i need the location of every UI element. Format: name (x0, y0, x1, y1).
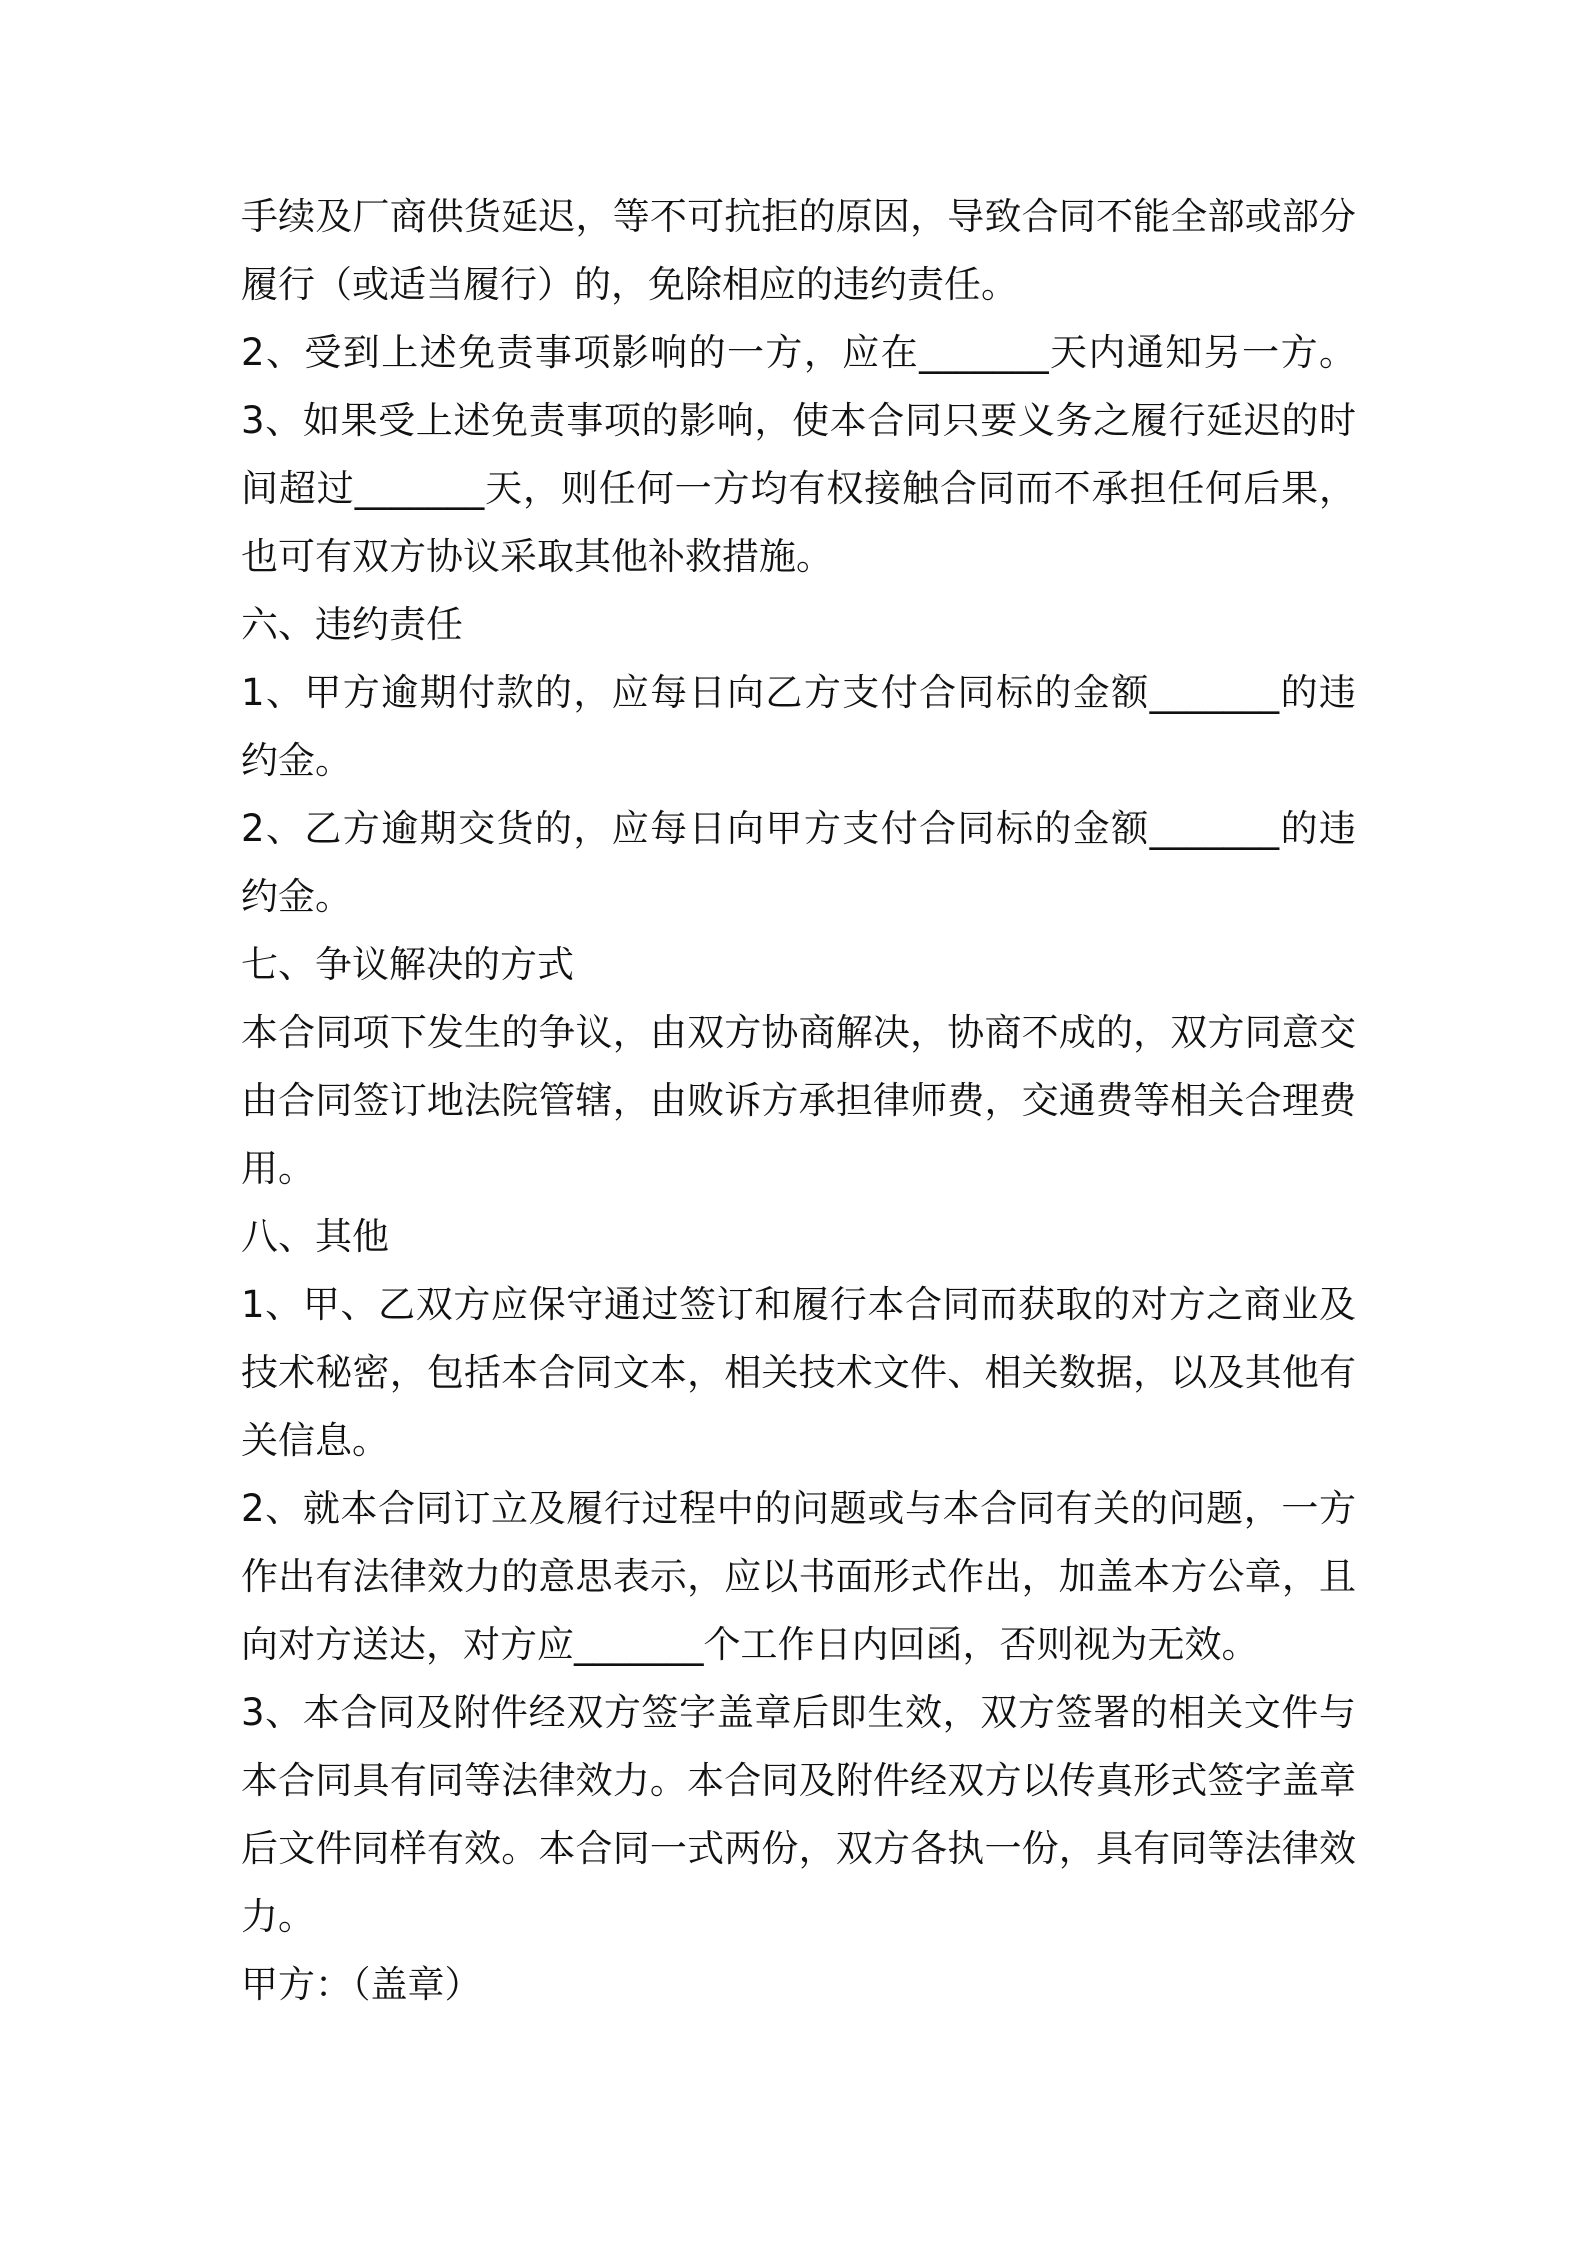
document-line: 用。 (241, 1147, 315, 1190)
document-line: 手续及厂商供货延迟，等不可抗拒的原因，导致合同不能全部或部分 (241, 195, 1356, 238)
document-line: 3、本合同及附件经双方签字盖章后即生效，双方签署的相关文件与 (241, 1691, 1356, 1734)
document-line: 关信息。 (241, 1419, 389, 1462)
document-body (241, 183, 1356, 2019)
document-line: 2、乙方逾期交货的，应每日向甲方支付合同标的金额_______的违 (241, 807, 1356, 850)
document-line: 八、其他 (241, 1215, 389, 1258)
document-line: 约金。 (241, 739, 352, 782)
document-line: 力。 (241, 1895, 315, 1938)
document-line: 2、受到上述免责事项影响的一方，应在_______天内通知另一方。 (241, 331, 1356, 374)
document-line: 3、如果受上述免责事项的影响，使本合同只要义务之履行延迟的时 (241, 399, 1356, 442)
document-line: 履行（或适当履行）的，免除相应的违约责任。 (241, 263, 1018, 306)
document-line: 间超过_______天，则任何一方均有权接触合同而不承担任何后果， (241, 467, 1356, 510)
document-line: 甲方：（盖章） (241, 1963, 482, 2006)
document-line: 七、争议解决的方式 (241, 943, 574, 986)
document-line: 约金。 (241, 875, 352, 918)
document-line: 本合同项下发生的争议，由双方协商解决，协商不成的，双方同意交 (241, 1011, 1356, 1054)
document-line: 1、甲方逾期付款的，应每日向乙方支付合同标的金额_______的违 (241, 671, 1356, 714)
document-line: 技术秘密，包括本合同文本，相关技术文件、相关数据，以及其他有 (241, 1351, 1356, 1394)
document-line: 1、甲、乙双方应保守通过签订和履行本合同而获取的对方之商业及 (241, 1283, 1356, 1326)
document-line: 向对方送达，对方应_______个工作日内回函，否则视为无效。 (241, 1623, 1259, 1666)
document-line: 后文件同样有效。本合同一式两份，双方各执一份，具有同等法律效 (241, 1827, 1356, 1870)
document-line: 六、违约责任 (241, 603, 463, 646)
document-line: 由合同签订地法院管辖，由败诉方承担律师费，交通费等相关合理费 (241, 1079, 1356, 1122)
document-line: 也可有双方协议采取其他补救措施。 (241, 535, 833, 578)
document-line: 2、就本合同订立及履行过程中的问题或与本合同有关的问题，一方 (241, 1487, 1356, 1530)
document-line: 本合同具有同等法律效力。本合同及附件经双方以传真形式签字盖章 (241, 1759, 1356, 1802)
document-line: 作出有法律效力的意思表示，应以书面形式作出，加盖本方公章，且 (241, 1555, 1356, 1598)
